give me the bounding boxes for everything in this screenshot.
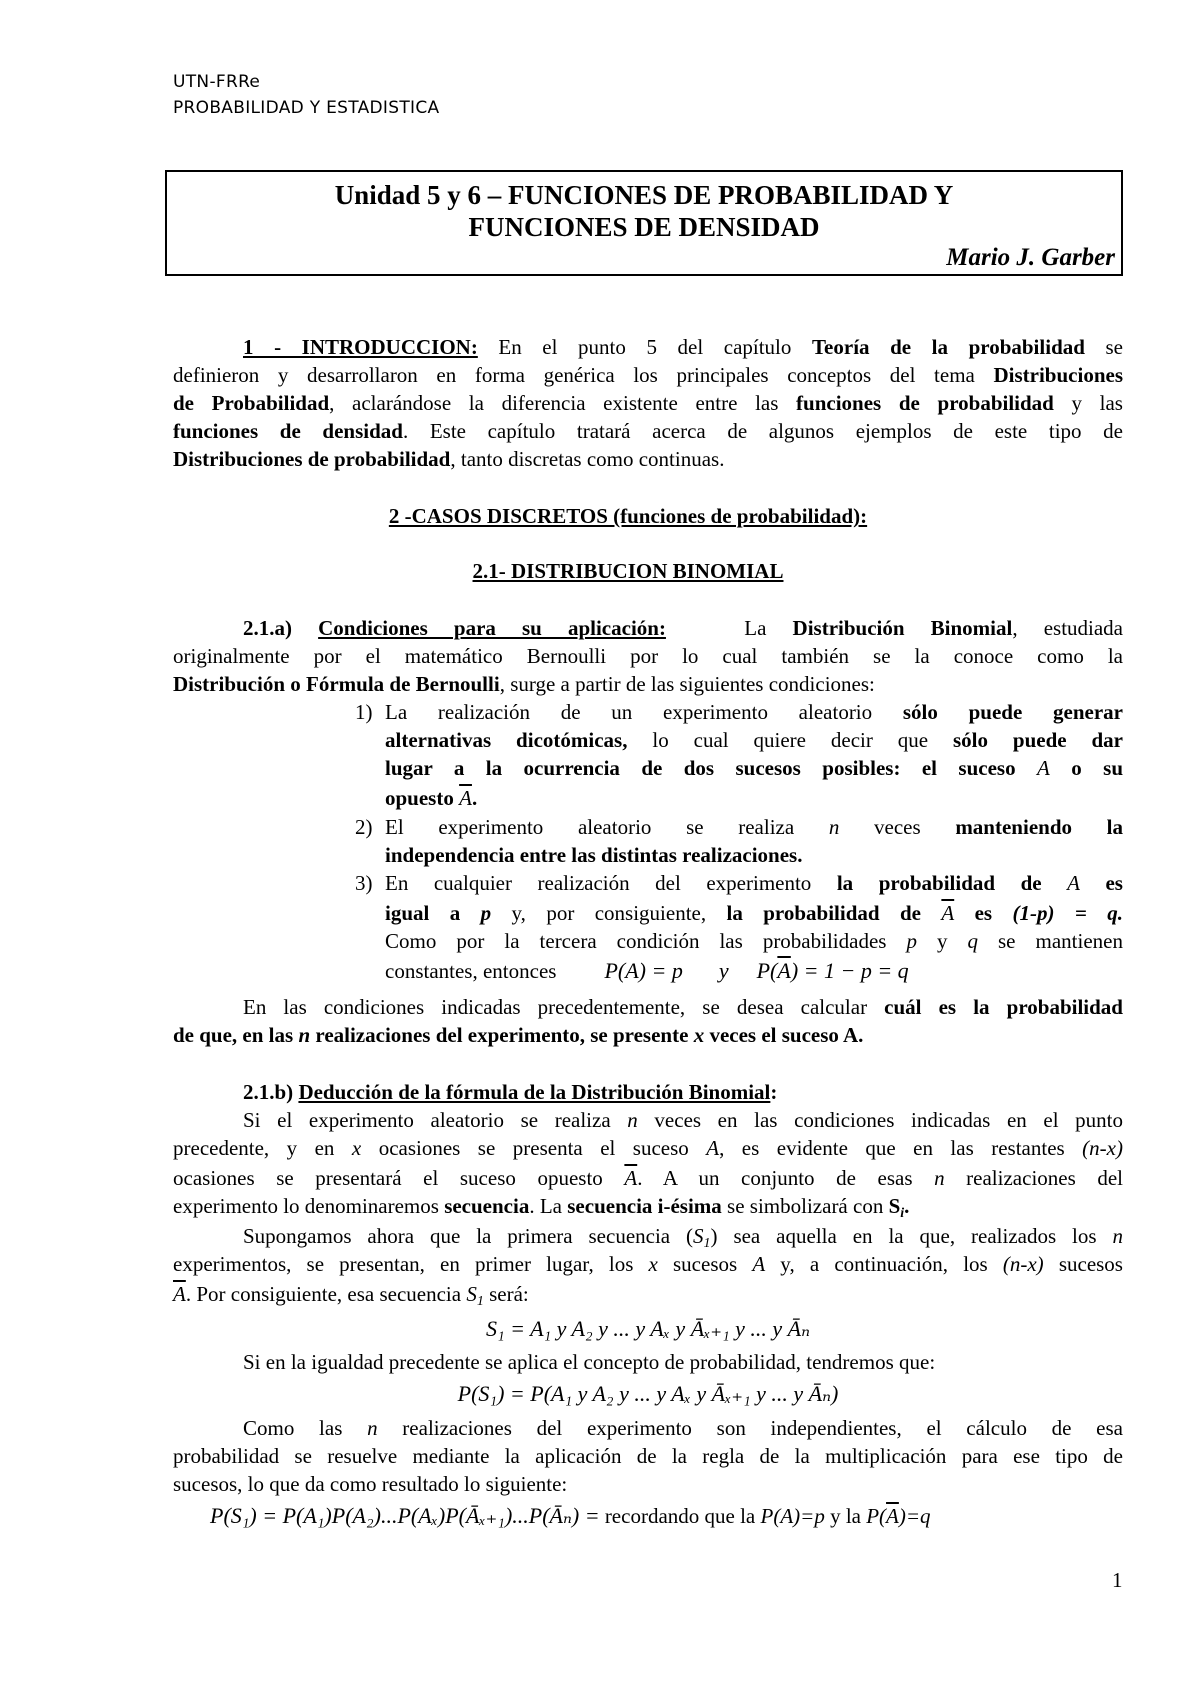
text: y, a continuación, los (765, 1252, 1003, 1276)
text: . Este capítulo tratará acerca de algunos ejemplos de este tipo de (402, 419, 1123, 443)
text: $\overline{A}$ (459, 786, 472, 810)
text: . (904, 1194, 910, 1218)
text: 1) (355, 700, 373, 724)
text: y la (824, 1504, 867, 1528)
item-3-line-4 (385, 957, 1123, 985)
text: q (967, 929, 978, 953)
text: A (752, 1252, 766, 1276)
text: , surge a partir de las siguientes condiciones: (499, 672, 875, 696)
text: n (367, 1416, 378, 1440)
text: )=q (898, 1504, 931, 1528)
text: veces en las condiciones indicadas en el punto (637, 1108, 1124, 1132)
text: la probabilidad de (836, 871, 1068, 895)
text: A (706, 1136, 720, 1160)
text: experimentos, se presentan, en primer lugar, los (173, 1252, 649, 1276)
formula: P( (756, 958, 778, 983)
intro-line-2 (173, 361, 1123, 389)
text: A (1067, 871, 1080, 895)
title-box (165, 170, 1123, 276)
text: En el punto 5 del capítulo (477, 335, 812, 359)
formula: $\overline{A}$ (777, 958, 791, 983)
item-1-line-3 (385, 754, 1123, 782)
text: P( (866, 1504, 887, 1528)
text: La realización de un experimento aleatorio (385, 700, 903, 724)
text: 2.1.a) (243, 616, 292, 640)
text: de Probabilidad (173, 391, 330, 415)
text: En cualquier realización del experimento (385, 871, 837, 895)
intro-heading: 1 - INTRODUCCION: (243, 335, 478, 359)
text: se (1084, 335, 1124, 359)
text: precedente, y en (173, 1136, 352, 1160)
text: o su (1049, 756, 1123, 780)
text: lo cual quiere decir que (627, 728, 953, 752)
text: opuesto (385, 786, 460, 810)
item-2-line-1 (355, 813, 1123, 841)
text: : (770, 1080, 778, 1104)
text: n (934, 1166, 945, 1190)
header-institution: UTN-FRRe (173, 72, 261, 92)
item-1-line-2 (385, 726, 1123, 754)
text: S (466, 1282, 477, 1306)
s21b-heading (173, 1078, 1123, 1106)
text: (n-x) (1082, 1136, 1123, 1160)
text: p (906, 929, 917, 953)
text: Como las (243, 1416, 368, 1440)
text: sucesos (657, 1252, 753, 1276)
s21b-p4-line-3: sucesos, lo que da como resultado lo siguiente: (173, 1472, 568, 1496)
text: recordando que la (599, 1504, 761, 1528)
formula: ) = 1 − p = q (790, 958, 909, 983)
text: y las (1053, 391, 1123, 415)
text: Distribución o Fórmula de Bernoulli (173, 672, 500, 696)
text: sólo puede generar (902, 700, 1123, 724)
text: es (1079, 871, 1123, 895)
after-line-2 (173, 1021, 1123, 1049)
text: . La (529, 1194, 568, 1218)
text: y, por consiguiente, (491, 901, 727, 925)
s21b-p2-line-2 (173, 1250, 1123, 1278)
text: En las condiciones indicadas precedentemente, se desea calcular (243, 995, 885, 1019)
text: funciones de probabilidad (796, 391, 1054, 415)
text: Distribuciones (993, 363, 1123, 387)
section-2-heading: 2 -CASOS DISCRETOS (funciones de probabilidad): (388, 504, 868, 528)
text: Deducción de la fórmula de la Distribución Binomial (298, 1080, 771, 1104)
text: n (627, 1108, 638, 1132)
text: secuencia (444, 1194, 530, 1218)
author: Mario J. Garber (946, 244, 1115, 271)
text: realizaciones del (944, 1166, 1124, 1190)
text: Distribuciones de probabilidad (173, 447, 451, 471)
text: A (1037, 756, 1050, 780)
text: $\overline{A}$ (624, 1166, 638, 1190)
text: veces (839, 815, 956, 839)
text: $\overline{A}$ (173, 1282, 186, 1306)
text: x (351, 1136, 362, 1160)
text: manteniendo la (955, 815, 1123, 839)
text: . (471, 786, 478, 810)
text: igual a (385, 901, 481, 925)
text: P(A)=p (760, 1504, 825, 1528)
text: $\overline{A}$ (941, 901, 955, 925)
text: cuál es la probabilidad (884, 995, 1123, 1019)
text: realizaciones del experimento, se presente (310, 1023, 694, 1047)
text: x (648, 1252, 658, 1276)
intro-line-4 (173, 417, 1123, 445)
text: se simbolizará con (721, 1194, 889, 1218)
text: constantes, entonces (385, 959, 557, 983)
item-3-line-2 (385, 899, 1123, 927)
text: de que, en las (173, 1023, 299, 1047)
text: será: (483, 1282, 529, 1306)
text: Si el experimento aleatorio se realiza (243, 1108, 628, 1132)
text: la probabilidad de (726, 901, 942, 925)
text: secuencia i-ésima (567, 1194, 722, 1218)
text: sucesos (1043, 1252, 1123, 1276)
text: $\overline{A}$ (886, 1504, 899, 1528)
text: definieron y desarrollaron en forma genérica los principales conceptos del tema (173, 363, 994, 387)
text: S (693, 1224, 704, 1248)
text: Distribución Binomial (792, 616, 1013, 640)
text: se mantienen (978, 929, 1123, 953)
text: veces el suceso A. (704, 1023, 864, 1047)
intro-line-5 (173, 445, 1123, 473)
text: La (718, 616, 793, 640)
section-2-1-heading: 2.1- DISTRIBUCION BINOMIAL (472, 559, 784, 583)
text: 1 (476, 1294, 484, 1309)
text: El experimento aleatorio se realiza (385, 815, 829, 839)
s21b-p4-line-2: probabilidad se resuelve mediante la aplicación de la regla de la multiplicación para ese tipo de (173, 1444, 1123, 1468)
header-subject: PROBABILIDAD Y ESTADISTICA (173, 98, 440, 118)
page-number: 1 (1112, 1568, 1123, 1592)
text: S (888, 1194, 901, 1218)
text: Teoría de la probabilidad (811, 335, 1085, 359)
text: n (828, 815, 840, 839)
intro-line-3 (173, 389, 1123, 417)
text: alternativas dicotómicas, (385, 728, 628, 752)
text: ) sea aquella en la que, realizados los (710, 1224, 1113, 1248)
text: (1-p) = q. (1012, 901, 1123, 925)
text: , tanto discretas como continuas. (450, 447, 725, 471)
text: n (1112, 1224, 1123, 1248)
text: 2.1.b) (243, 1080, 294, 1104)
item-1-line-4 (385, 784, 1123, 812)
item-3-line-1 (355, 869, 1123, 897)
text: experimento lo denominaremos (173, 1194, 445, 1218)
formula: y (718, 958, 729, 983)
text: y (916, 929, 968, 953)
text: ocasiones se presentará el suceso opuesto (173, 1166, 625, 1190)
text: (n-x) (1002, 1252, 1044, 1276)
text: sólo puede dar (953, 728, 1124, 752)
s21b-p1-line-1 (173, 1106, 1123, 1134)
text: lugar a la ocurrencia de dos sucesos posibles: el suceso (385, 756, 1037, 780)
text: funciones de densidad (173, 419, 403, 443)
equation-2: P(S₁) = P(A₁ y A₂ y ... y Aₓ y Āₓ₊₁ y ... y Āₙ) (457, 1381, 839, 1406)
text: Supongamos ahora que la primera secuencia ( (243, 1224, 694, 1248)
text: i (900, 1206, 905, 1221)
title-line-1: Unidad 5 y 6 – FUNCIONES DE PROBABILIDAD Y (334, 180, 954, 210)
formula: P(S₁) = P(A₁)P(A₂)...P(Aₓ)P(Āₓ₊₁)...P(Āₙ) = (210, 1503, 600, 1528)
s21a-line-2: originalmente por el matemático Bernoulli por lo cual también se la conoce como la (173, 644, 1123, 668)
text: . Por consiguiente, esa secuencia (185, 1282, 467, 1306)
text: Como por la tercera condición las probabilidades (385, 929, 907, 953)
item-2-line-2: independencia entre las distintas realizaciones. (385, 843, 803, 867)
s21a-line-3 (173, 670, 1123, 698)
text: , es evidente que en las restantes (719, 1136, 1083, 1160)
s21b-p1-line-2 (173, 1134, 1123, 1162)
text: , estudiada (1012, 616, 1124, 640)
text: 1 (703, 1236, 711, 1251)
formula: P(A) = p (604, 958, 683, 983)
intro-line-1 (173, 333, 1123, 361)
equation-1: S₁ = A₁ y A₂ y ... y Aₓ y Āₓ₊₁ y ... y Āₙ (485, 1316, 811, 1341)
item-3-line-3 (385, 927, 1123, 955)
text: ocasiones se presenta el suceso (361, 1136, 707, 1160)
text: n (298, 1023, 311, 1047)
equation-3 (210, 1502, 1123, 1530)
text: realizaciones del experimento son independientes, el cálculo de esa (377, 1416, 1123, 1440)
title-line-2: FUNCIONES DE DENSIDAD (468, 212, 820, 242)
item-1-line-1 (355, 698, 1123, 726)
text: . A un conjunto de esas (637, 1166, 935, 1190)
s21a-line-1 (173, 614, 1123, 642)
s21b-p4-line-1 (173, 1414, 1123, 1442)
text: p (480, 901, 492, 925)
s21b-p1-line-3 (173, 1164, 1123, 1192)
text: Condiciones para su aplicación: (318, 616, 666, 640)
text: x (693, 1023, 705, 1047)
text: es (954, 901, 1013, 925)
s21b-p3: Si en la igualdad precedente se aplica el concepto de probabilidad, tendremos que: (243, 1350, 936, 1374)
after-line-1 (173, 993, 1123, 1021)
text: 2) (355, 815, 373, 839)
text: , aclarándose la diferencia existente entre las (329, 391, 797, 415)
text: 3) (355, 871, 373, 895)
s21b-p2-line-3 (173, 1280, 1123, 1316)
